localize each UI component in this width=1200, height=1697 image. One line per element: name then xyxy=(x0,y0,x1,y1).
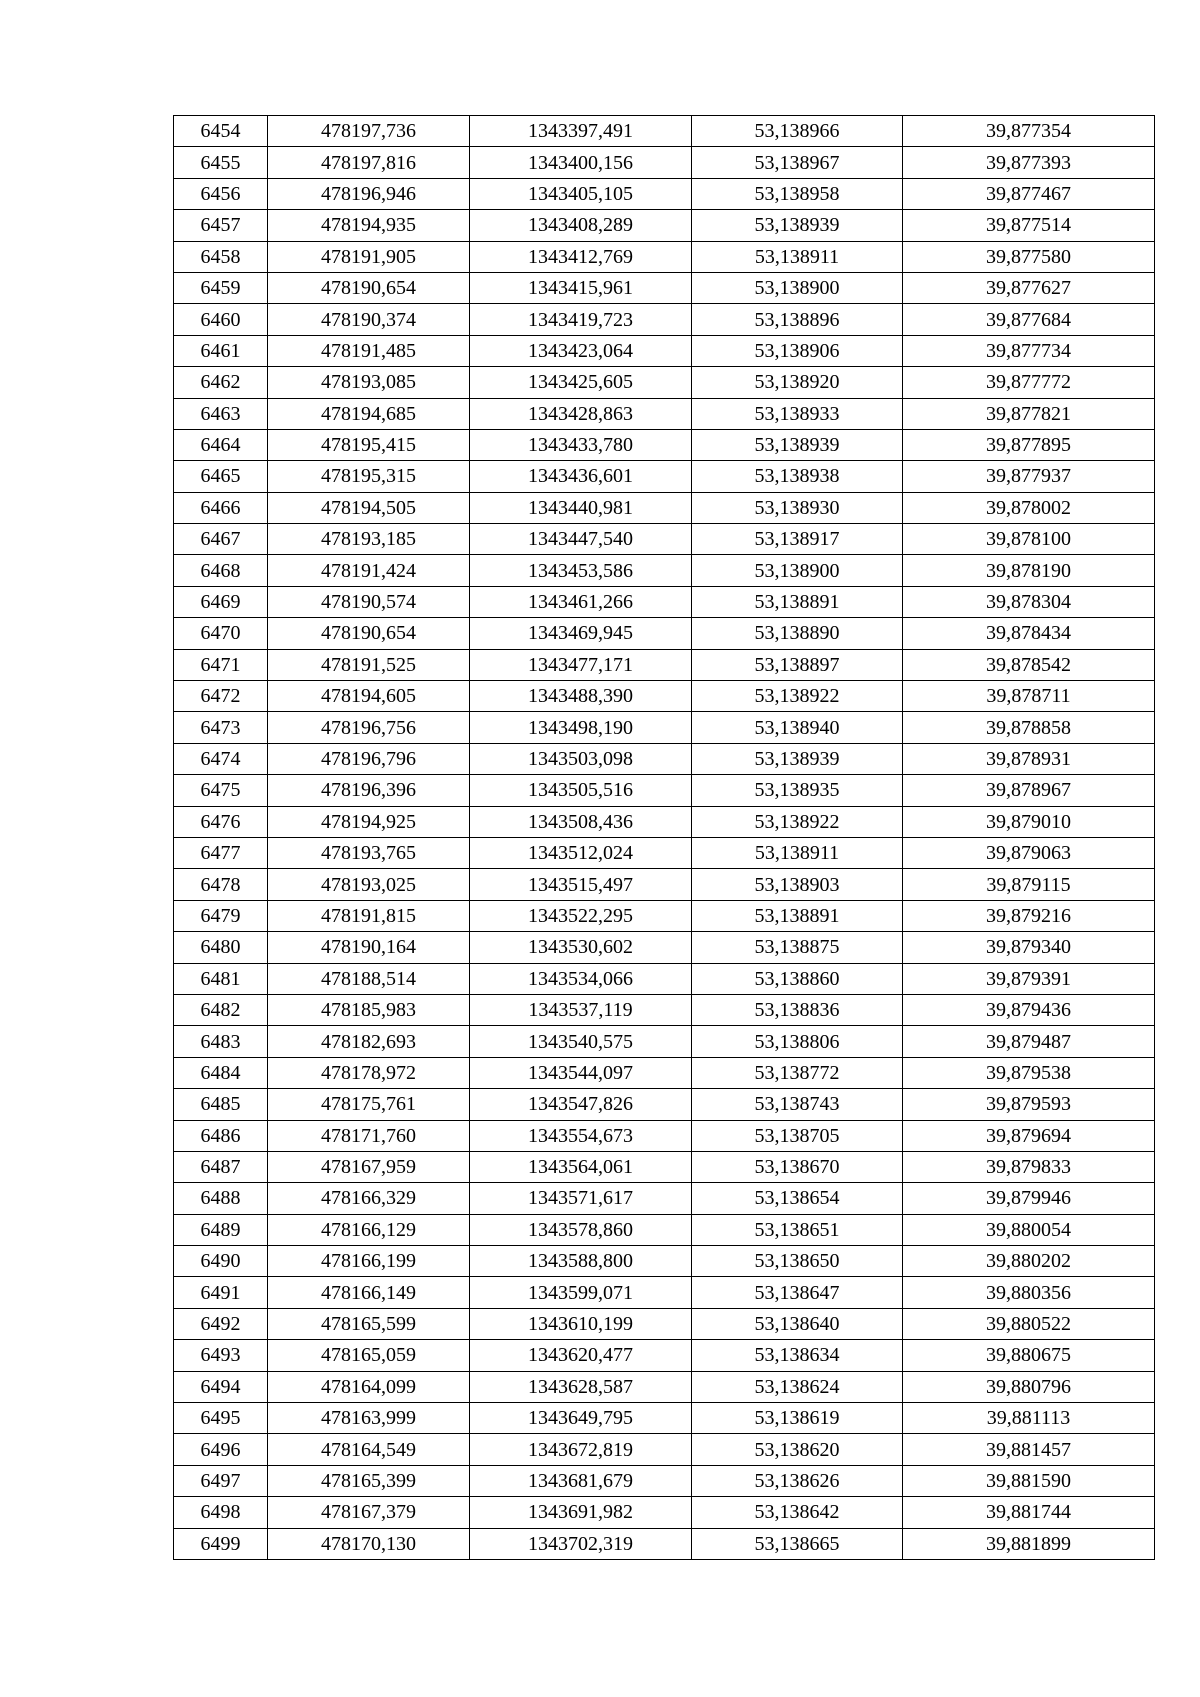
x-coordinate-cell: 478165,599 xyxy=(268,1308,470,1339)
latitude-cell: 53,138875 xyxy=(692,932,903,963)
y-coordinate-cell: 1343544,097 xyxy=(470,1057,692,1088)
table-row xyxy=(174,335,1155,366)
latitude-cell: 53,138626 xyxy=(692,1465,903,1496)
longitude-cell: 39,881744 xyxy=(903,1497,1155,1528)
longitude-cell: 39,878002 xyxy=(903,492,1155,523)
x-coordinate-cell: 478196,396 xyxy=(268,775,470,806)
x-coordinate-cell: 478190,654 xyxy=(268,618,470,649)
x-coordinate-cell: 478194,605 xyxy=(268,681,470,712)
x-coordinate-cell: 478196,756 xyxy=(268,712,470,743)
x-coordinate-cell: 478194,925 xyxy=(268,806,470,837)
point-number-cell: 6483 xyxy=(174,1026,268,1057)
coordinates-table-body xyxy=(174,116,1155,1560)
latitude-cell: 53,138891 xyxy=(692,586,903,617)
x-coordinate-cell: 478194,505 xyxy=(268,492,470,523)
point-number-cell: 6477 xyxy=(174,837,268,868)
latitude-cell: 53,138670 xyxy=(692,1151,903,1182)
latitude-cell: 53,138917 xyxy=(692,524,903,555)
longitude-cell: 39,877393 xyxy=(903,147,1155,178)
longitude-cell: 39,880675 xyxy=(903,1340,1155,1371)
x-coordinate-cell: 478191,905 xyxy=(268,241,470,272)
table-row xyxy=(174,837,1155,868)
table-row xyxy=(174,1120,1155,1151)
table-row xyxy=(174,147,1155,178)
latitude-cell: 53,138654 xyxy=(692,1183,903,1214)
point-number-cell: 6458 xyxy=(174,241,268,272)
table-row xyxy=(174,492,1155,523)
latitude-cell: 53,138772 xyxy=(692,1057,903,1088)
x-coordinate-cell: 478190,164 xyxy=(268,932,470,963)
latitude-cell: 53,138939 xyxy=(692,429,903,460)
longitude-cell: 39,878304 xyxy=(903,586,1155,617)
latitude-cell: 53,138920 xyxy=(692,367,903,398)
point-number-cell: 6480 xyxy=(174,932,268,963)
longitude-cell: 39,878711 xyxy=(903,681,1155,712)
y-coordinate-cell: 1343461,266 xyxy=(470,586,692,617)
x-coordinate-cell: 478196,796 xyxy=(268,743,470,774)
x-coordinate-cell: 478164,099 xyxy=(268,1371,470,1402)
point-number-cell: 6482 xyxy=(174,994,268,1025)
longitude-cell: 39,879833 xyxy=(903,1151,1155,1182)
y-coordinate-cell: 1343488,390 xyxy=(470,681,692,712)
table-row xyxy=(174,963,1155,994)
y-coordinate-cell: 1343447,540 xyxy=(470,524,692,555)
point-number-cell: 6456 xyxy=(174,178,268,209)
latitude-cell: 53,138903 xyxy=(692,869,903,900)
x-coordinate-cell: 478167,379 xyxy=(268,1497,470,1528)
longitude-cell: 39,881590 xyxy=(903,1465,1155,1496)
longitude-cell: 39,880796 xyxy=(903,1371,1155,1402)
longitude-cell: 39,878858 xyxy=(903,712,1155,743)
table-row xyxy=(174,1434,1155,1465)
table-row xyxy=(174,1371,1155,1402)
point-number-cell: 6457 xyxy=(174,210,268,241)
y-coordinate-cell: 1343512,024 xyxy=(470,837,692,868)
table-row xyxy=(174,524,1155,555)
y-coordinate-cell: 1343571,617 xyxy=(470,1183,692,1214)
point-number-cell: 6475 xyxy=(174,775,268,806)
table-row xyxy=(174,1214,1155,1245)
latitude-cell: 53,138891 xyxy=(692,900,903,931)
table-row xyxy=(174,618,1155,649)
point-number-cell: 6462 xyxy=(174,367,268,398)
table-row xyxy=(174,775,1155,806)
longitude-cell: 39,879487 xyxy=(903,1026,1155,1057)
latitude-cell: 53,138930 xyxy=(692,492,903,523)
latitude-cell: 53,138642 xyxy=(692,1497,903,1528)
longitude-cell: 39,881113 xyxy=(903,1403,1155,1434)
point-number-cell: 6470 xyxy=(174,618,268,649)
y-coordinate-cell: 1343702,319 xyxy=(470,1528,692,1559)
y-coordinate-cell: 1343428,863 xyxy=(470,398,692,429)
latitude-cell: 53,138836 xyxy=(692,994,903,1025)
coordinates-table xyxy=(173,115,1155,1560)
table-row xyxy=(174,461,1155,492)
point-number-cell: 6465 xyxy=(174,461,268,492)
x-coordinate-cell: 478164,549 xyxy=(268,1434,470,1465)
longitude-cell: 39,879538 xyxy=(903,1057,1155,1088)
x-coordinate-cell: 478165,399 xyxy=(268,1465,470,1496)
x-coordinate-cell: 478166,329 xyxy=(268,1183,470,1214)
y-coordinate-cell: 1343554,673 xyxy=(470,1120,692,1151)
latitude-cell: 53,138650 xyxy=(692,1246,903,1277)
latitude-cell: 53,138647 xyxy=(692,1277,903,1308)
point-number-cell: 6468 xyxy=(174,555,268,586)
x-coordinate-cell: 478163,999 xyxy=(268,1403,470,1434)
point-number-cell: 6463 xyxy=(174,398,268,429)
latitude-cell: 53,138911 xyxy=(692,837,903,868)
table-row xyxy=(174,116,1155,147)
table-row xyxy=(174,398,1155,429)
x-coordinate-cell: 478190,654 xyxy=(268,272,470,303)
latitude-cell: 53,138966 xyxy=(692,116,903,147)
longitude-cell: 39,879063 xyxy=(903,837,1155,868)
point-number-cell: 6497 xyxy=(174,1465,268,1496)
x-coordinate-cell: 478193,085 xyxy=(268,367,470,398)
latitude-cell: 53,138651 xyxy=(692,1214,903,1245)
longitude-cell: 39,879436 xyxy=(903,994,1155,1025)
y-coordinate-cell: 1343405,105 xyxy=(470,178,692,209)
x-coordinate-cell: 478193,185 xyxy=(268,524,470,555)
point-number-cell: 6491 xyxy=(174,1277,268,1308)
table-row xyxy=(174,1089,1155,1120)
table-row xyxy=(174,932,1155,963)
latitude-cell: 53,138806 xyxy=(692,1026,903,1057)
x-coordinate-cell: 478196,946 xyxy=(268,178,470,209)
y-coordinate-cell: 1343397,491 xyxy=(470,116,692,147)
x-coordinate-cell: 478170,130 xyxy=(268,1528,470,1559)
point-number-cell: 6485 xyxy=(174,1089,268,1120)
longitude-cell: 39,881899 xyxy=(903,1528,1155,1559)
longitude-cell: 39,879115 xyxy=(903,869,1155,900)
longitude-cell: 39,877772 xyxy=(903,367,1155,398)
table-row xyxy=(174,1528,1155,1559)
point-number-cell: 6492 xyxy=(174,1308,268,1339)
x-coordinate-cell: 478166,149 xyxy=(268,1277,470,1308)
table-row xyxy=(174,178,1155,209)
table-row xyxy=(174,806,1155,837)
point-number-cell: 6466 xyxy=(174,492,268,523)
latitude-cell: 53,138743 xyxy=(692,1089,903,1120)
table-row xyxy=(174,1026,1155,1057)
x-coordinate-cell: 478197,816 xyxy=(268,147,470,178)
longitude-cell: 39,878100 xyxy=(903,524,1155,555)
longitude-cell: 39,878190 xyxy=(903,555,1155,586)
point-number-cell: 6486 xyxy=(174,1120,268,1151)
table-row xyxy=(174,649,1155,680)
y-coordinate-cell: 1343469,945 xyxy=(470,618,692,649)
latitude-cell: 53,138665 xyxy=(692,1528,903,1559)
latitude-cell: 53,138939 xyxy=(692,210,903,241)
y-coordinate-cell: 1343440,981 xyxy=(470,492,692,523)
y-coordinate-cell: 1343505,516 xyxy=(470,775,692,806)
table-row xyxy=(174,681,1155,712)
y-coordinate-cell: 1343628,587 xyxy=(470,1371,692,1402)
point-number-cell: 6488 xyxy=(174,1183,268,1214)
longitude-cell: 39,880356 xyxy=(903,1277,1155,1308)
y-coordinate-cell: 1343534,066 xyxy=(470,963,692,994)
x-coordinate-cell: 478197,736 xyxy=(268,116,470,147)
x-coordinate-cell: 478195,315 xyxy=(268,461,470,492)
point-number-cell: 6459 xyxy=(174,272,268,303)
latitude-cell: 53,138911 xyxy=(692,241,903,272)
x-coordinate-cell: 478182,693 xyxy=(268,1026,470,1057)
latitude-cell: 53,138967 xyxy=(692,147,903,178)
x-coordinate-cell: 478191,815 xyxy=(268,900,470,931)
point-number-cell: 6489 xyxy=(174,1214,268,1245)
point-number-cell: 6467 xyxy=(174,524,268,555)
y-coordinate-cell: 1343425,605 xyxy=(470,367,692,398)
longitude-cell: 39,879340 xyxy=(903,932,1155,963)
table-row xyxy=(174,869,1155,900)
x-coordinate-cell: 478194,685 xyxy=(268,398,470,429)
latitude-cell: 53,138922 xyxy=(692,806,903,837)
y-coordinate-cell: 1343412,769 xyxy=(470,241,692,272)
longitude-cell: 39,879010 xyxy=(903,806,1155,837)
y-coordinate-cell: 1343408,289 xyxy=(470,210,692,241)
y-coordinate-cell: 1343672,819 xyxy=(470,1434,692,1465)
y-coordinate-cell: 1343564,061 xyxy=(470,1151,692,1182)
x-coordinate-cell: 478167,959 xyxy=(268,1151,470,1182)
y-coordinate-cell: 1343610,199 xyxy=(470,1308,692,1339)
y-coordinate-cell: 1343498,190 xyxy=(470,712,692,743)
x-coordinate-cell: 478191,485 xyxy=(268,335,470,366)
latitude-cell: 53,138896 xyxy=(692,304,903,335)
point-number-cell: 6498 xyxy=(174,1497,268,1528)
table-row xyxy=(174,272,1155,303)
table-row xyxy=(174,1151,1155,1182)
longitude-cell: 39,879694 xyxy=(903,1120,1155,1151)
y-coordinate-cell: 1343649,795 xyxy=(470,1403,692,1434)
longitude-cell: 39,878434 xyxy=(903,618,1155,649)
point-number-cell: 6473 xyxy=(174,712,268,743)
x-coordinate-cell: 478194,935 xyxy=(268,210,470,241)
x-coordinate-cell: 478191,424 xyxy=(268,555,470,586)
y-coordinate-cell: 1343515,497 xyxy=(470,869,692,900)
table-row xyxy=(174,1277,1155,1308)
latitude-cell: 53,138935 xyxy=(692,775,903,806)
table-row xyxy=(174,1497,1155,1528)
latitude-cell: 53,138860 xyxy=(692,963,903,994)
table-row xyxy=(174,743,1155,774)
point-number-cell: 6455 xyxy=(174,147,268,178)
latitude-cell: 53,138897 xyxy=(692,649,903,680)
longitude-cell: 39,877514 xyxy=(903,210,1155,241)
x-coordinate-cell: 478193,765 xyxy=(268,837,470,868)
latitude-cell: 53,138939 xyxy=(692,743,903,774)
point-number-cell: 6469 xyxy=(174,586,268,617)
point-number-cell: 6460 xyxy=(174,304,268,335)
longitude-cell: 39,879593 xyxy=(903,1089,1155,1120)
y-coordinate-cell: 1343547,826 xyxy=(470,1089,692,1120)
table-row xyxy=(174,241,1155,272)
longitude-cell: 39,877895 xyxy=(903,429,1155,460)
table-row xyxy=(174,1403,1155,1434)
longitude-cell: 39,877937 xyxy=(903,461,1155,492)
y-coordinate-cell: 1343540,575 xyxy=(470,1026,692,1057)
y-coordinate-cell: 1343433,780 xyxy=(470,429,692,460)
point-number-cell: 6471 xyxy=(174,649,268,680)
latitude-cell: 53,138900 xyxy=(692,555,903,586)
y-coordinate-cell: 1343477,171 xyxy=(470,649,692,680)
y-coordinate-cell: 1343578,860 xyxy=(470,1214,692,1245)
y-coordinate-cell: 1343415,961 xyxy=(470,272,692,303)
longitude-cell: 39,878967 xyxy=(903,775,1155,806)
latitude-cell: 53,138922 xyxy=(692,681,903,712)
table-row xyxy=(174,1246,1155,1277)
x-coordinate-cell: 478178,972 xyxy=(268,1057,470,1088)
longitude-cell: 39,879391 xyxy=(903,963,1155,994)
x-coordinate-cell: 478166,199 xyxy=(268,1246,470,1277)
longitude-cell: 39,878542 xyxy=(903,649,1155,680)
table-row xyxy=(174,1057,1155,1088)
point-number-cell: 6478 xyxy=(174,869,268,900)
y-coordinate-cell: 1343508,436 xyxy=(470,806,692,837)
table-row xyxy=(174,586,1155,617)
x-coordinate-cell: 478165,059 xyxy=(268,1340,470,1371)
point-number-cell: 6474 xyxy=(174,743,268,774)
y-coordinate-cell: 1343522,295 xyxy=(470,900,692,931)
point-number-cell: 6495 xyxy=(174,1403,268,1434)
y-coordinate-cell: 1343588,800 xyxy=(470,1246,692,1277)
longitude-cell: 39,879216 xyxy=(903,900,1155,931)
point-number-cell: 6472 xyxy=(174,681,268,712)
point-number-cell: 6461 xyxy=(174,335,268,366)
table-row xyxy=(174,555,1155,586)
y-coordinate-cell: 1343453,586 xyxy=(470,555,692,586)
latitude-cell: 53,138958 xyxy=(692,178,903,209)
table-row xyxy=(174,429,1155,460)
table-row xyxy=(174,210,1155,241)
table-row xyxy=(174,712,1155,743)
x-coordinate-cell: 478191,525 xyxy=(268,649,470,680)
longitude-cell: 39,877734 xyxy=(903,335,1155,366)
y-coordinate-cell: 1343620,477 xyxy=(470,1340,692,1371)
x-coordinate-cell: 478166,129 xyxy=(268,1214,470,1245)
point-number-cell: 6484 xyxy=(174,1057,268,1088)
longitude-cell: 39,878931 xyxy=(903,743,1155,774)
latitude-cell: 53,138624 xyxy=(692,1371,903,1402)
longitude-cell: 39,877821 xyxy=(903,398,1155,429)
x-coordinate-cell: 478193,025 xyxy=(268,869,470,900)
point-number-cell: 6481 xyxy=(174,963,268,994)
latitude-cell: 53,138906 xyxy=(692,335,903,366)
x-coordinate-cell: 478171,760 xyxy=(268,1120,470,1151)
point-number-cell: 6487 xyxy=(174,1151,268,1182)
x-coordinate-cell: 478195,415 xyxy=(268,429,470,460)
y-coordinate-cell: 1343530,602 xyxy=(470,932,692,963)
longitude-cell: 39,877580 xyxy=(903,241,1155,272)
point-number-cell: 6454 xyxy=(174,116,268,147)
y-coordinate-cell: 1343400,156 xyxy=(470,147,692,178)
x-coordinate-cell: 478190,374 xyxy=(268,304,470,335)
table-row xyxy=(174,367,1155,398)
latitude-cell: 53,138634 xyxy=(692,1340,903,1371)
latitude-cell: 53,138938 xyxy=(692,461,903,492)
longitude-cell: 39,880054 xyxy=(903,1214,1155,1245)
longitude-cell: 39,877684 xyxy=(903,304,1155,335)
table-row xyxy=(174,900,1155,931)
table-row xyxy=(174,1340,1155,1371)
point-number-cell: 6499 xyxy=(174,1528,268,1559)
x-coordinate-cell: 478188,514 xyxy=(268,963,470,994)
latitude-cell: 53,138933 xyxy=(692,398,903,429)
point-number-cell: 6494 xyxy=(174,1371,268,1402)
latitude-cell: 53,138640 xyxy=(692,1308,903,1339)
x-coordinate-cell: 478185,983 xyxy=(268,994,470,1025)
x-coordinate-cell: 478175,761 xyxy=(268,1089,470,1120)
longitude-cell: 39,877354 xyxy=(903,116,1155,147)
y-coordinate-cell: 1343436,601 xyxy=(470,461,692,492)
point-number-cell: 6476 xyxy=(174,806,268,837)
x-coordinate-cell: 478190,574 xyxy=(268,586,470,617)
y-coordinate-cell: 1343423,064 xyxy=(470,335,692,366)
y-coordinate-cell: 1343503,098 xyxy=(470,743,692,774)
y-coordinate-cell: 1343691,982 xyxy=(470,1497,692,1528)
y-coordinate-cell: 1343419,723 xyxy=(470,304,692,335)
point-number-cell: 6496 xyxy=(174,1434,268,1465)
y-coordinate-cell: 1343599,071 xyxy=(470,1277,692,1308)
latitude-cell: 53,138619 xyxy=(692,1403,903,1434)
point-number-cell: 6490 xyxy=(174,1246,268,1277)
point-number-cell: 6479 xyxy=(174,900,268,931)
latitude-cell: 53,138620 xyxy=(692,1434,903,1465)
point-number-cell: 6493 xyxy=(174,1340,268,1371)
longitude-cell: 39,877467 xyxy=(903,178,1155,209)
latitude-cell: 53,138900 xyxy=(692,272,903,303)
longitude-cell: 39,881457 xyxy=(903,1434,1155,1465)
y-coordinate-cell: 1343681,679 xyxy=(470,1465,692,1496)
y-coordinate-cell: 1343537,119 xyxy=(470,994,692,1025)
table-row xyxy=(174,1308,1155,1339)
latitude-cell: 53,138705 xyxy=(692,1120,903,1151)
longitude-cell: 39,877627 xyxy=(903,272,1155,303)
table-row xyxy=(174,304,1155,335)
point-number-cell: 6464 xyxy=(174,429,268,460)
table-row xyxy=(174,1465,1155,1496)
longitude-cell: 39,880522 xyxy=(903,1308,1155,1339)
longitude-cell: 39,880202 xyxy=(903,1246,1155,1277)
table-row xyxy=(174,994,1155,1025)
table-row xyxy=(174,1183,1155,1214)
latitude-cell: 53,138890 xyxy=(692,618,903,649)
latitude-cell: 53,138940 xyxy=(692,712,903,743)
longitude-cell: 39,879946 xyxy=(903,1183,1155,1214)
